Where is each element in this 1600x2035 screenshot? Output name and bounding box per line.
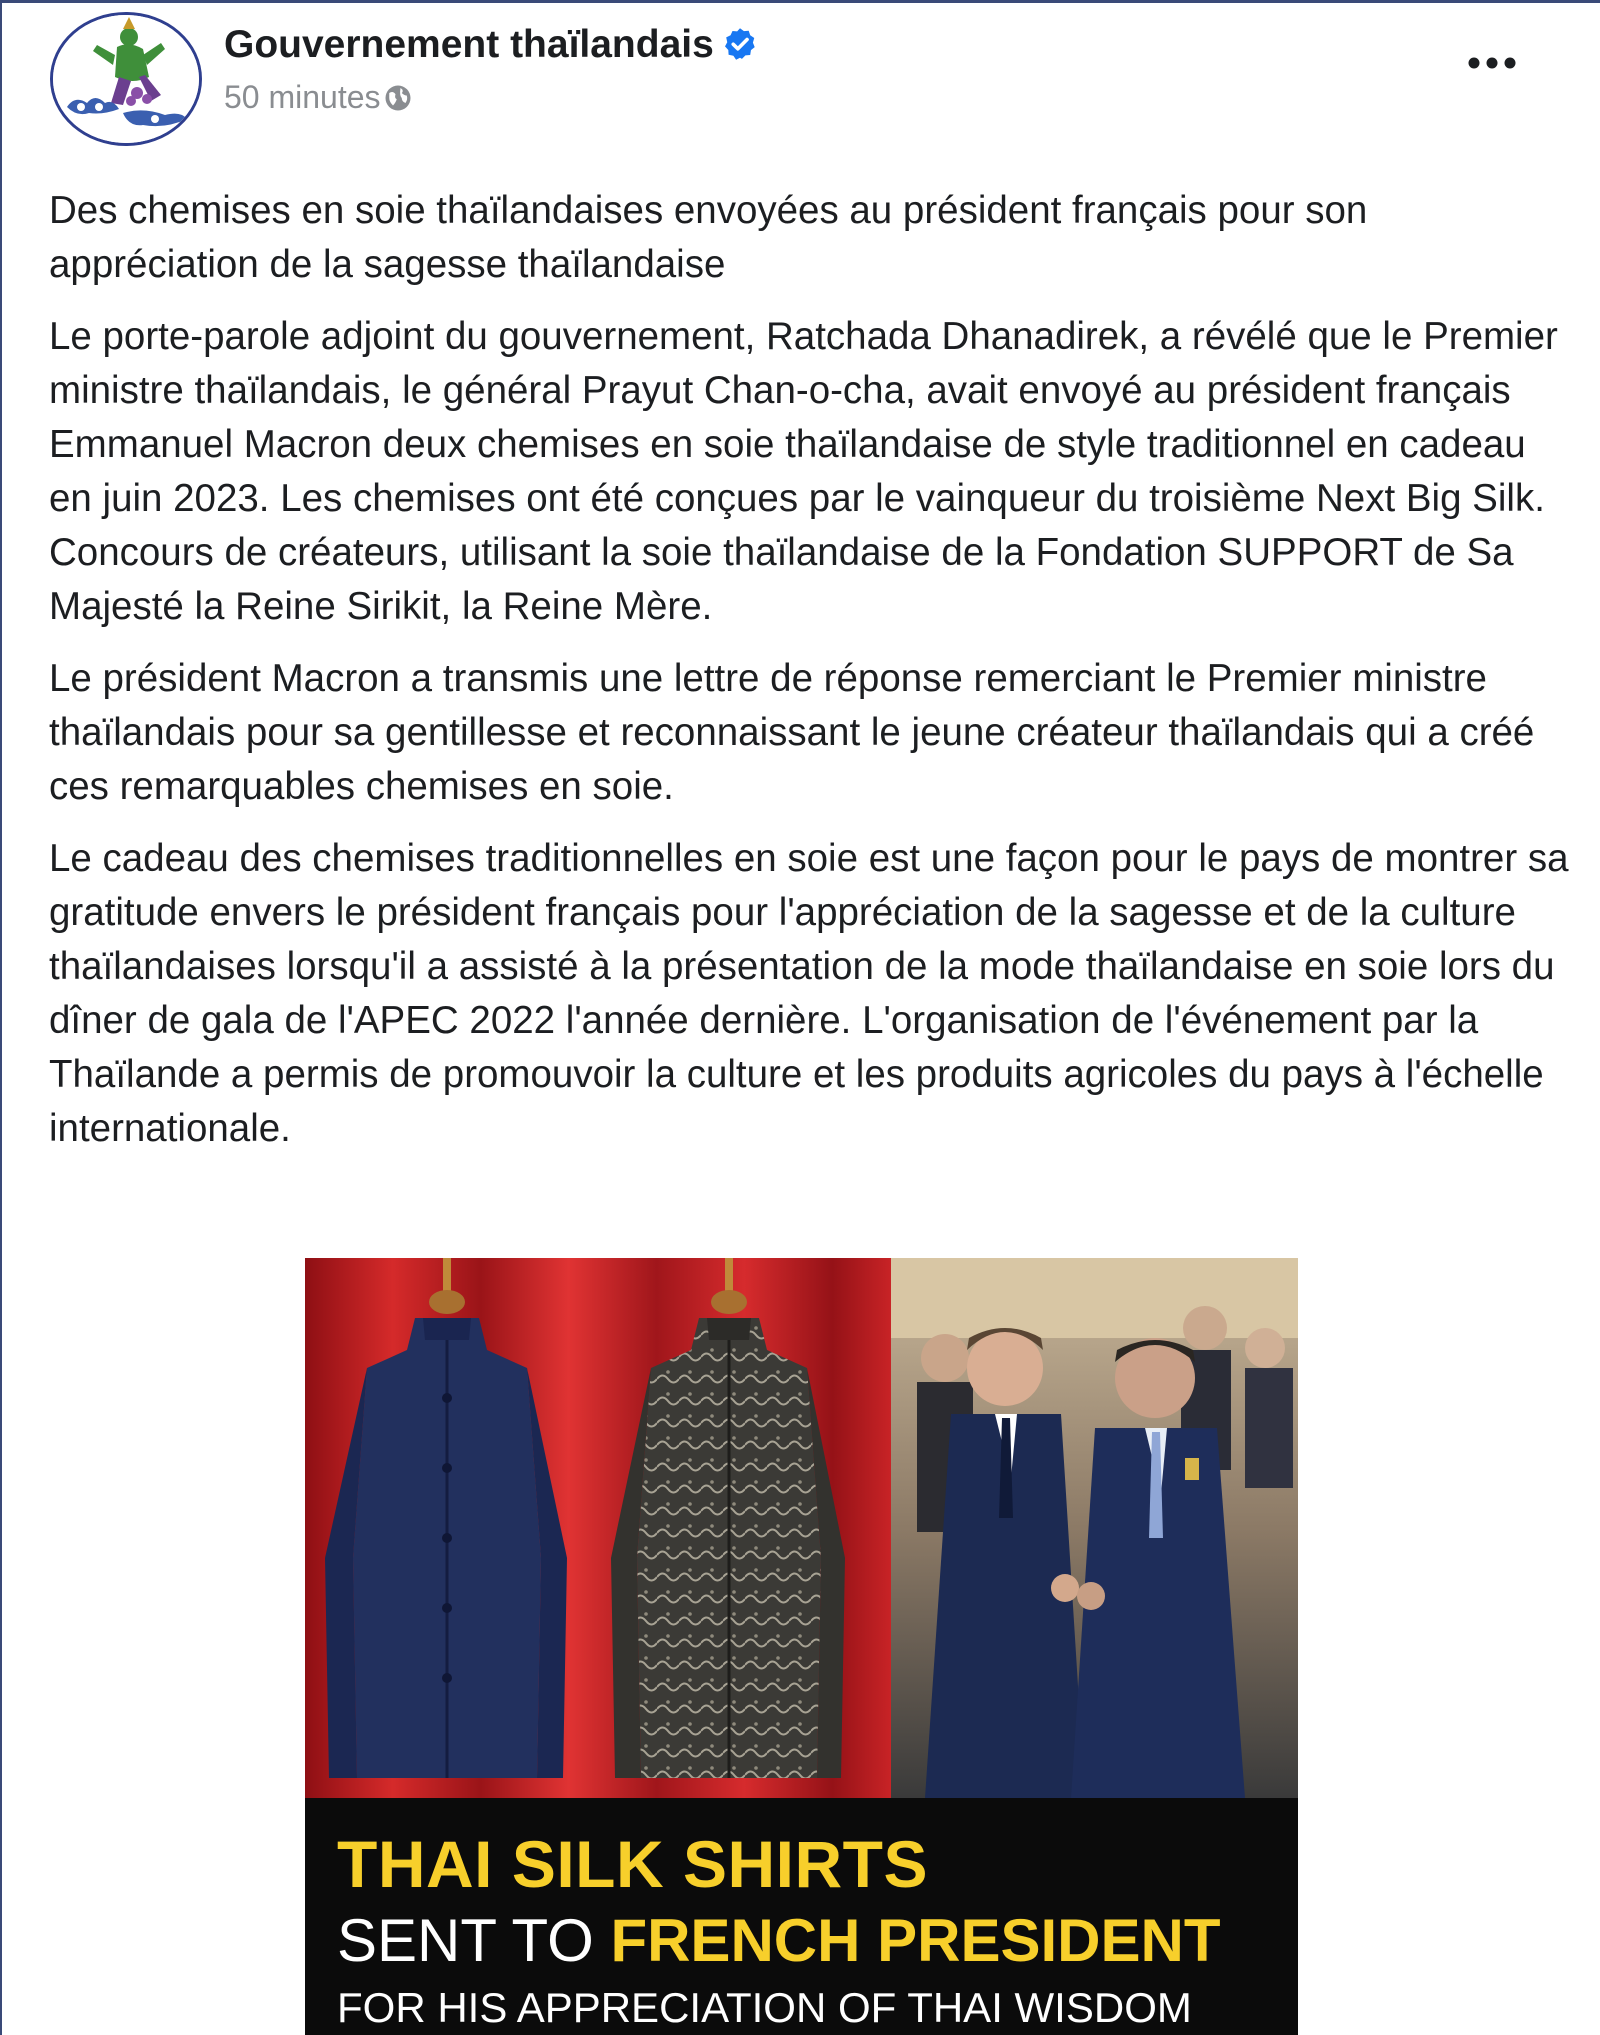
post-text xyxy=(49,184,1569,1174)
post-timestamp[interactable]: 50 minutes xyxy=(224,79,381,115)
more-options-button[interactable] xyxy=(1462,48,1522,78)
banner-tagline: FOR HIS APPRECIATION OF THAI WISDOM xyxy=(337,1984,1192,2031)
verified-badge-icon xyxy=(722,26,758,62)
image-caption-banner xyxy=(305,1798,1298,2035)
post-paragraph-4: Le cadeau des chemises traditionnelles en soie est une façon pour le pays de montrer sa gratitude envers le président français pour l'appréciation de la sagesse et de la culture thaïlandaises lorsqu'il a assisté à la présentation de la mode thaïlandaise en soie lors du dîner de gala de l'APEC 2022 l'année dernière. L'organisation de l'événement par la Thaïlande a permis de promouvoir la culture et les produits agricoles du pays à l'échelle internationale. xyxy=(49,837,1569,1150)
post-photo xyxy=(305,1258,1298,1798)
post-header xyxy=(50,10,1550,140)
post-meta xyxy=(224,78,413,116)
more-options-icon xyxy=(1462,48,1522,78)
banner-subheadline-highlight: FRENCH PRESIDENT xyxy=(610,1907,1221,1974)
page-name[interactable] xyxy=(224,22,758,69)
globe-icon xyxy=(383,83,413,113)
page-name-text[interactable]: Gouvernement thaïlandais xyxy=(224,23,714,66)
post-image[interactable] xyxy=(305,1258,1298,2035)
banner-subheadline xyxy=(337,1906,1221,1975)
post-paragraph-3: Le président Macron a transmis une lettre de réponse remerciant le Premier ministre thaïlandais pour sa gentillesse et reconnaissant le jeune créateur thaïlandais qui a créé ces remarquables chemises en soie. xyxy=(49,657,1535,808)
page-avatar[interactable] xyxy=(50,12,202,146)
banner-subheadline-prefix: SENT TO xyxy=(337,1907,611,1974)
post-paragraph-1: Des chemises en soie thaïlandaises envoyées au président français pour son appréciation de la sagesse thaïlandaise xyxy=(49,189,1368,286)
banner-headline: THAI SILK SHIRTS xyxy=(337,1827,929,1901)
post-paragraph-2: Le porte-parole adjoint du gouvernement, Ratchada Dhanadirek, a révélé que le Premier ministre thaïlandais, le général Prayut Chan-o-cha, avait envoyé au président français Emmanuel Macron deux chemises en soie thaïlandaise de style traditionnel en cadeau en juin 2023. Les chemises ont été conçues par le vainqueur du troisième Next Big Silk. Concours de créateurs, utilisant la soie thaïlandaise de la Fondation SUPPORT de Sa Majesté la Reine Sirikit, la Reine Mère. xyxy=(49,315,1558,628)
